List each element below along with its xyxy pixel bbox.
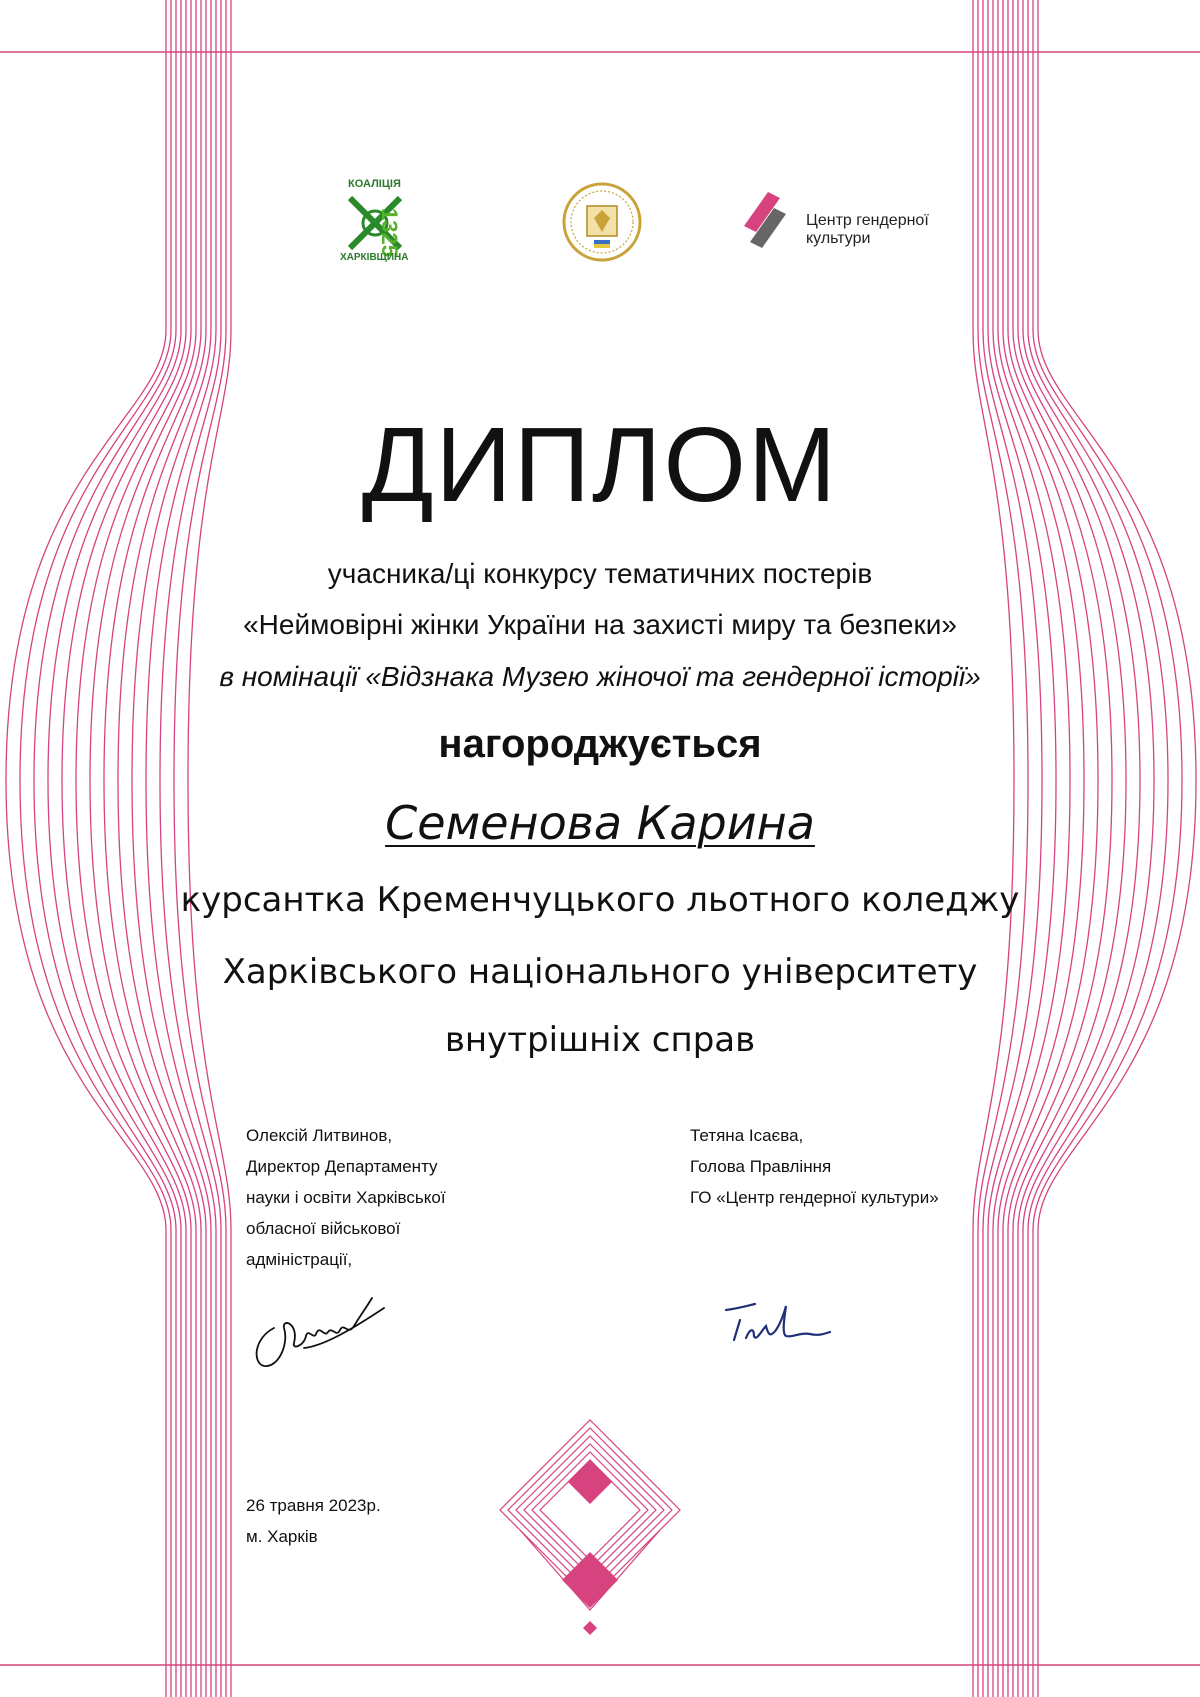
signatory-right-line: Голова Правління [690,1157,832,1176]
seal-icon [560,180,644,264]
subtitle-line-2: «Неймовірні жінки України на захисті миру та безпеки» [243,609,957,640]
affiliation-line-3: внутрішніх справ [444,1020,756,1060]
nomination-line: в номінації «Відзнака Музею жіночої та гендерної історії» [219,661,981,692]
diamond-ornament [500,1420,680,1635]
gender-center-icon [740,186,788,250]
signatory-left-line: Олексій Литвинов, [246,1126,393,1145]
signatory-left [246,1120,446,1275]
signatory-left-line: Директор Департаменту [246,1157,438,1176]
signature-right [720,1290,840,1350]
signatory-right-line: ГО «Центр гендерної культури» [690,1188,939,1207]
award-text: нагороджується [438,722,762,766]
coalition-number: 1325 [377,208,402,257]
signatory-left-line: обласної військової [246,1219,401,1238]
signatory-left-line: науки і освіти Харківської [246,1188,446,1207]
signature-left [244,1288,394,1378]
recipient-name-wrap [0,796,1200,850]
diploma-title: ДИПЛОМ [361,406,839,524]
coalition-1325-logo [340,178,440,264]
gender-center-logo [740,186,980,250]
affiliation-line-1: курсантка Кременчуцького льотного коледжу [180,880,1020,920]
diamond-solid-small [583,1621,597,1635]
signatory-right-line: Тетяна Ісаєва, [690,1126,804,1145]
affiliation-line-2: Харківського національного університету [222,952,978,992]
coalition-bottom-text: ХАРКІВЩИНА [340,252,409,263]
date-place [246,1490,381,1552]
date-text: 26 травня 2023р. [246,1496,381,1515]
gender-center-text: Центр гендерної культури [806,212,929,247]
recipient-name: Семенова Карина [385,796,815,850]
signatory-right [690,1120,939,1213]
coalition-top-text: КОАЛІЦІЯ [348,178,401,190]
diamond-solid [562,1552,618,1608]
subtitle-line-1: учасника/ці конкурсу тематичних постерів [327,558,873,589]
emblem-seal-logo [560,180,644,264]
place-text: м. Харків [246,1527,318,1546]
signatory-left-line: адміністрації, [246,1250,353,1269]
